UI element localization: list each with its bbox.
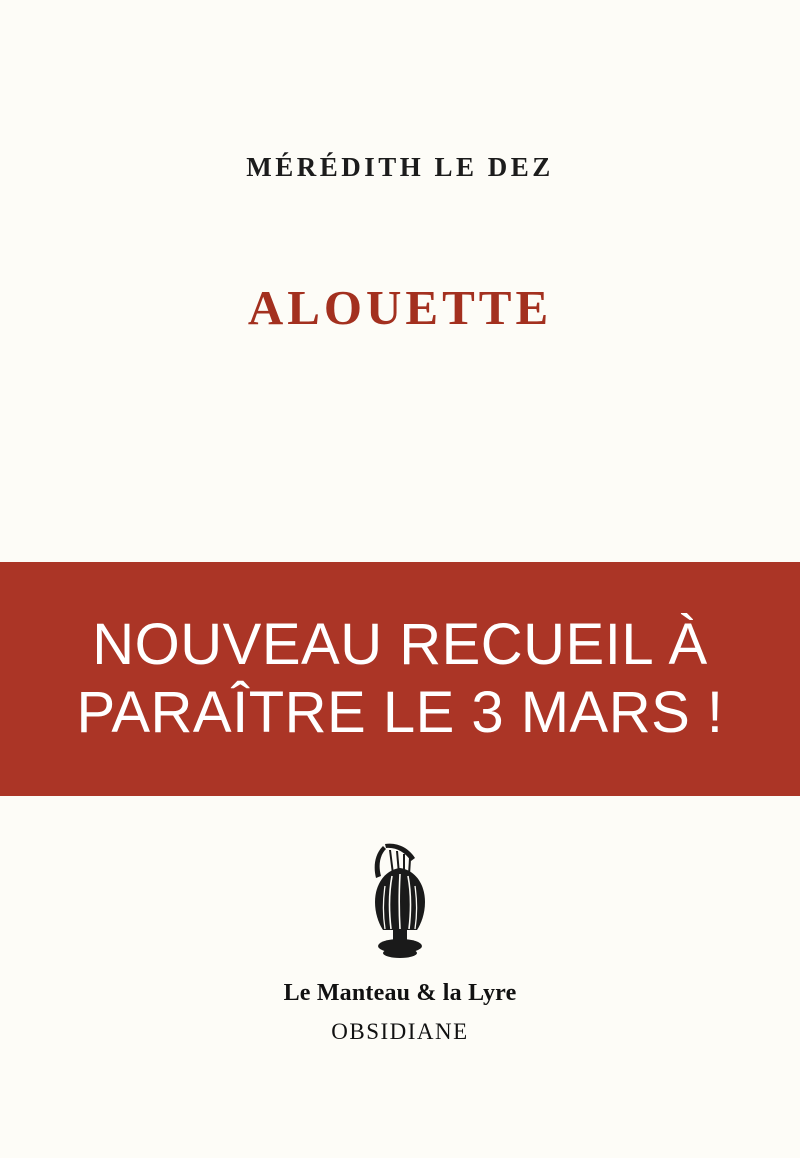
publisher-name: OBSIDIANE bbox=[331, 1019, 469, 1044]
author-name: MÉRÉDITH LE DEZ bbox=[246, 152, 554, 182]
announcement-banner bbox=[0, 562, 800, 796]
obsidiane-mantle-lyre-emblem-icon bbox=[345, 840, 455, 970]
announcement-line-1: NOUVEAU RECUEIL À bbox=[92, 611, 708, 677]
publisher-block bbox=[0, 840, 800, 1045]
imprint-name: Le Manteau & la Lyre bbox=[283, 980, 517, 1006]
announcement-line-2: PARAÎTRE LE 3 MARS ! bbox=[76, 680, 724, 745]
book-title: ALOUETTE bbox=[247, 280, 553, 335]
